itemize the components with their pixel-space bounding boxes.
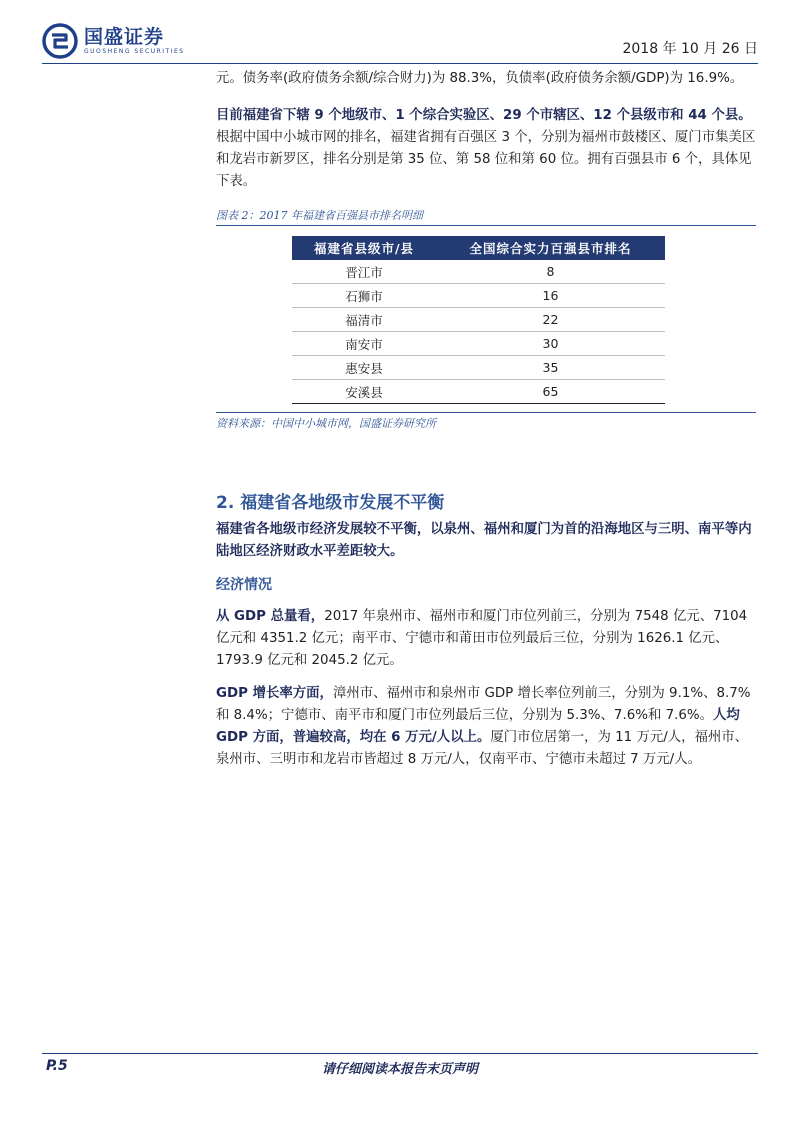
logo-chinese: 国盛证券 (84, 26, 165, 48)
gdp-total-paragraph (216, 606, 756, 672)
gdp-growth-paragraph (216, 683, 756, 771)
gdp-total-lead: 从 GDP 总量看， (216, 609, 325, 624)
table-header-row (292, 236, 665, 260)
table-row (292, 260, 665, 284)
table-row (292, 308, 665, 332)
debt-ratio-paragraph: 元。债务率(政府债务余额/综合财力)为 88.3%，负债率(政府债务余额/GDP)为 16.9%。 (216, 71, 744, 86)
rank-cell: 65 (436, 380, 665, 404)
table-row (292, 356, 665, 380)
header-rank: 全国综合实力百强县市排名 (436, 236, 665, 260)
gdp-growth-text: 漳州市、福州市和泉州市 GDP 增长率位列前三，分别为 9.1%、8.7% 和 8.4%；宁德市、南平市和厦门市位列最后三位，分别为 5.3%、7.6%和 7.6%。 (216, 686, 751, 723)
section-title: 2. 福建省各地级市发展不平衡 (216, 493, 445, 513)
gdp-percap-text: 厦门市位居第一，为 11 万元/人，福州市、泉州市、三明市和龙岩市皆超过 8 万元/人，仅南平市、宁德市未超过 7 万元/人。 (216, 730, 749, 767)
county-cell: 南安市 (292, 332, 436, 356)
header-divider (42, 63, 758, 64)
page-number: P.5 (46, 1058, 68, 1074)
county-cell: 安溪县 (292, 380, 436, 404)
table-row (292, 332, 665, 356)
county-cell: 石狮市 (292, 284, 436, 308)
logo-english: GUOSHENG SECURITIES (84, 48, 185, 55)
county-cell: 惠安县 (292, 356, 436, 380)
admin-division-paragraph (216, 105, 756, 193)
table-row (292, 380, 665, 404)
guosheng-logo-icon (42, 23, 78, 59)
figure-bottom-rule (216, 412, 756, 413)
report-date: 2018 年 10 月 26 日 (622, 41, 758, 57)
rank-cell: 22 (436, 308, 665, 332)
page-header (42, 22, 758, 62)
footer-divider (42, 1053, 758, 1054)
admin-division-text: 根据中国中小城市网的排名，福建省拥有百强区 3 个，分别为福州市鼓楼区、厦门市集美区和龙岩市新罗区，排名分别是第 35 位、第 58 位和第 60 位。拥有百强县市 6 个，具体见下表。 (216, 130, 756, 189)
rank-cell: 35 (436, 356, 665, 380)
section-summary: 福建省各地级市经济发展较不平衡，以泉州、福州和厦门为首的沿海地区与三明、南平等内陆地区经济财政水平差距较大。 (216, 522, 752, 559)
admin-division-lead: 目前福建省下辖 9 个地级市、1 个综合实验区、29 个市辖区、12 个县级市和 44 个县。 (216, 108, 752, 123)
disclaimer-note: 请仔细阅读本报告末页声明 (321, 1062, 478, 1077)
county-ranking-table (292, 236, 665, 404)
company-logo (42, 22, 185, 60)
county-cell: 福清市 (292, 308, 436, 332)
rank-cell: 8 (436, 260, 665, 284)
figure-title: 图表 2：2017 年福建省百强县市排名明细 (216, 209, 423, 222)
figure-source: 资料来源：中国中小城市网，国盛证券研究所 (216, 417, 436, 430)
table-row (292, 284, 665, 308)
figure-top-rule (216, 225, 756, 226)
rank-cell: 30 (436, 332, 665, 356)
subsection-title: 经济情况 (216, 577, 272, 593)
county-cell: 晋江市 (292, 260, 436, 284)
gdp-total-text: 2017 年泉州市、福州市和厦门市位列前三，分别为 7548 亿元、7104 亿元和 4351.2 亿元；南平市、宁德市和莆田市位列最后三位，分别为 1626.1 亿元、1793.9 亿元和 2045.2 亿元。 (216, 609, 748, 668)
gdp-growth-lead: GDP 增长率方面， (216, 686, 333, 701)
header-county: 福建省县级市/县 (292, 236, 436, 260)
gdp-percap-lead: 人均 GDP 方面，普遍较高，均在 6 万元/人以上。 (216, 708, 740, 745)
rank-cell: 16 (436, 284, 665, 308)
